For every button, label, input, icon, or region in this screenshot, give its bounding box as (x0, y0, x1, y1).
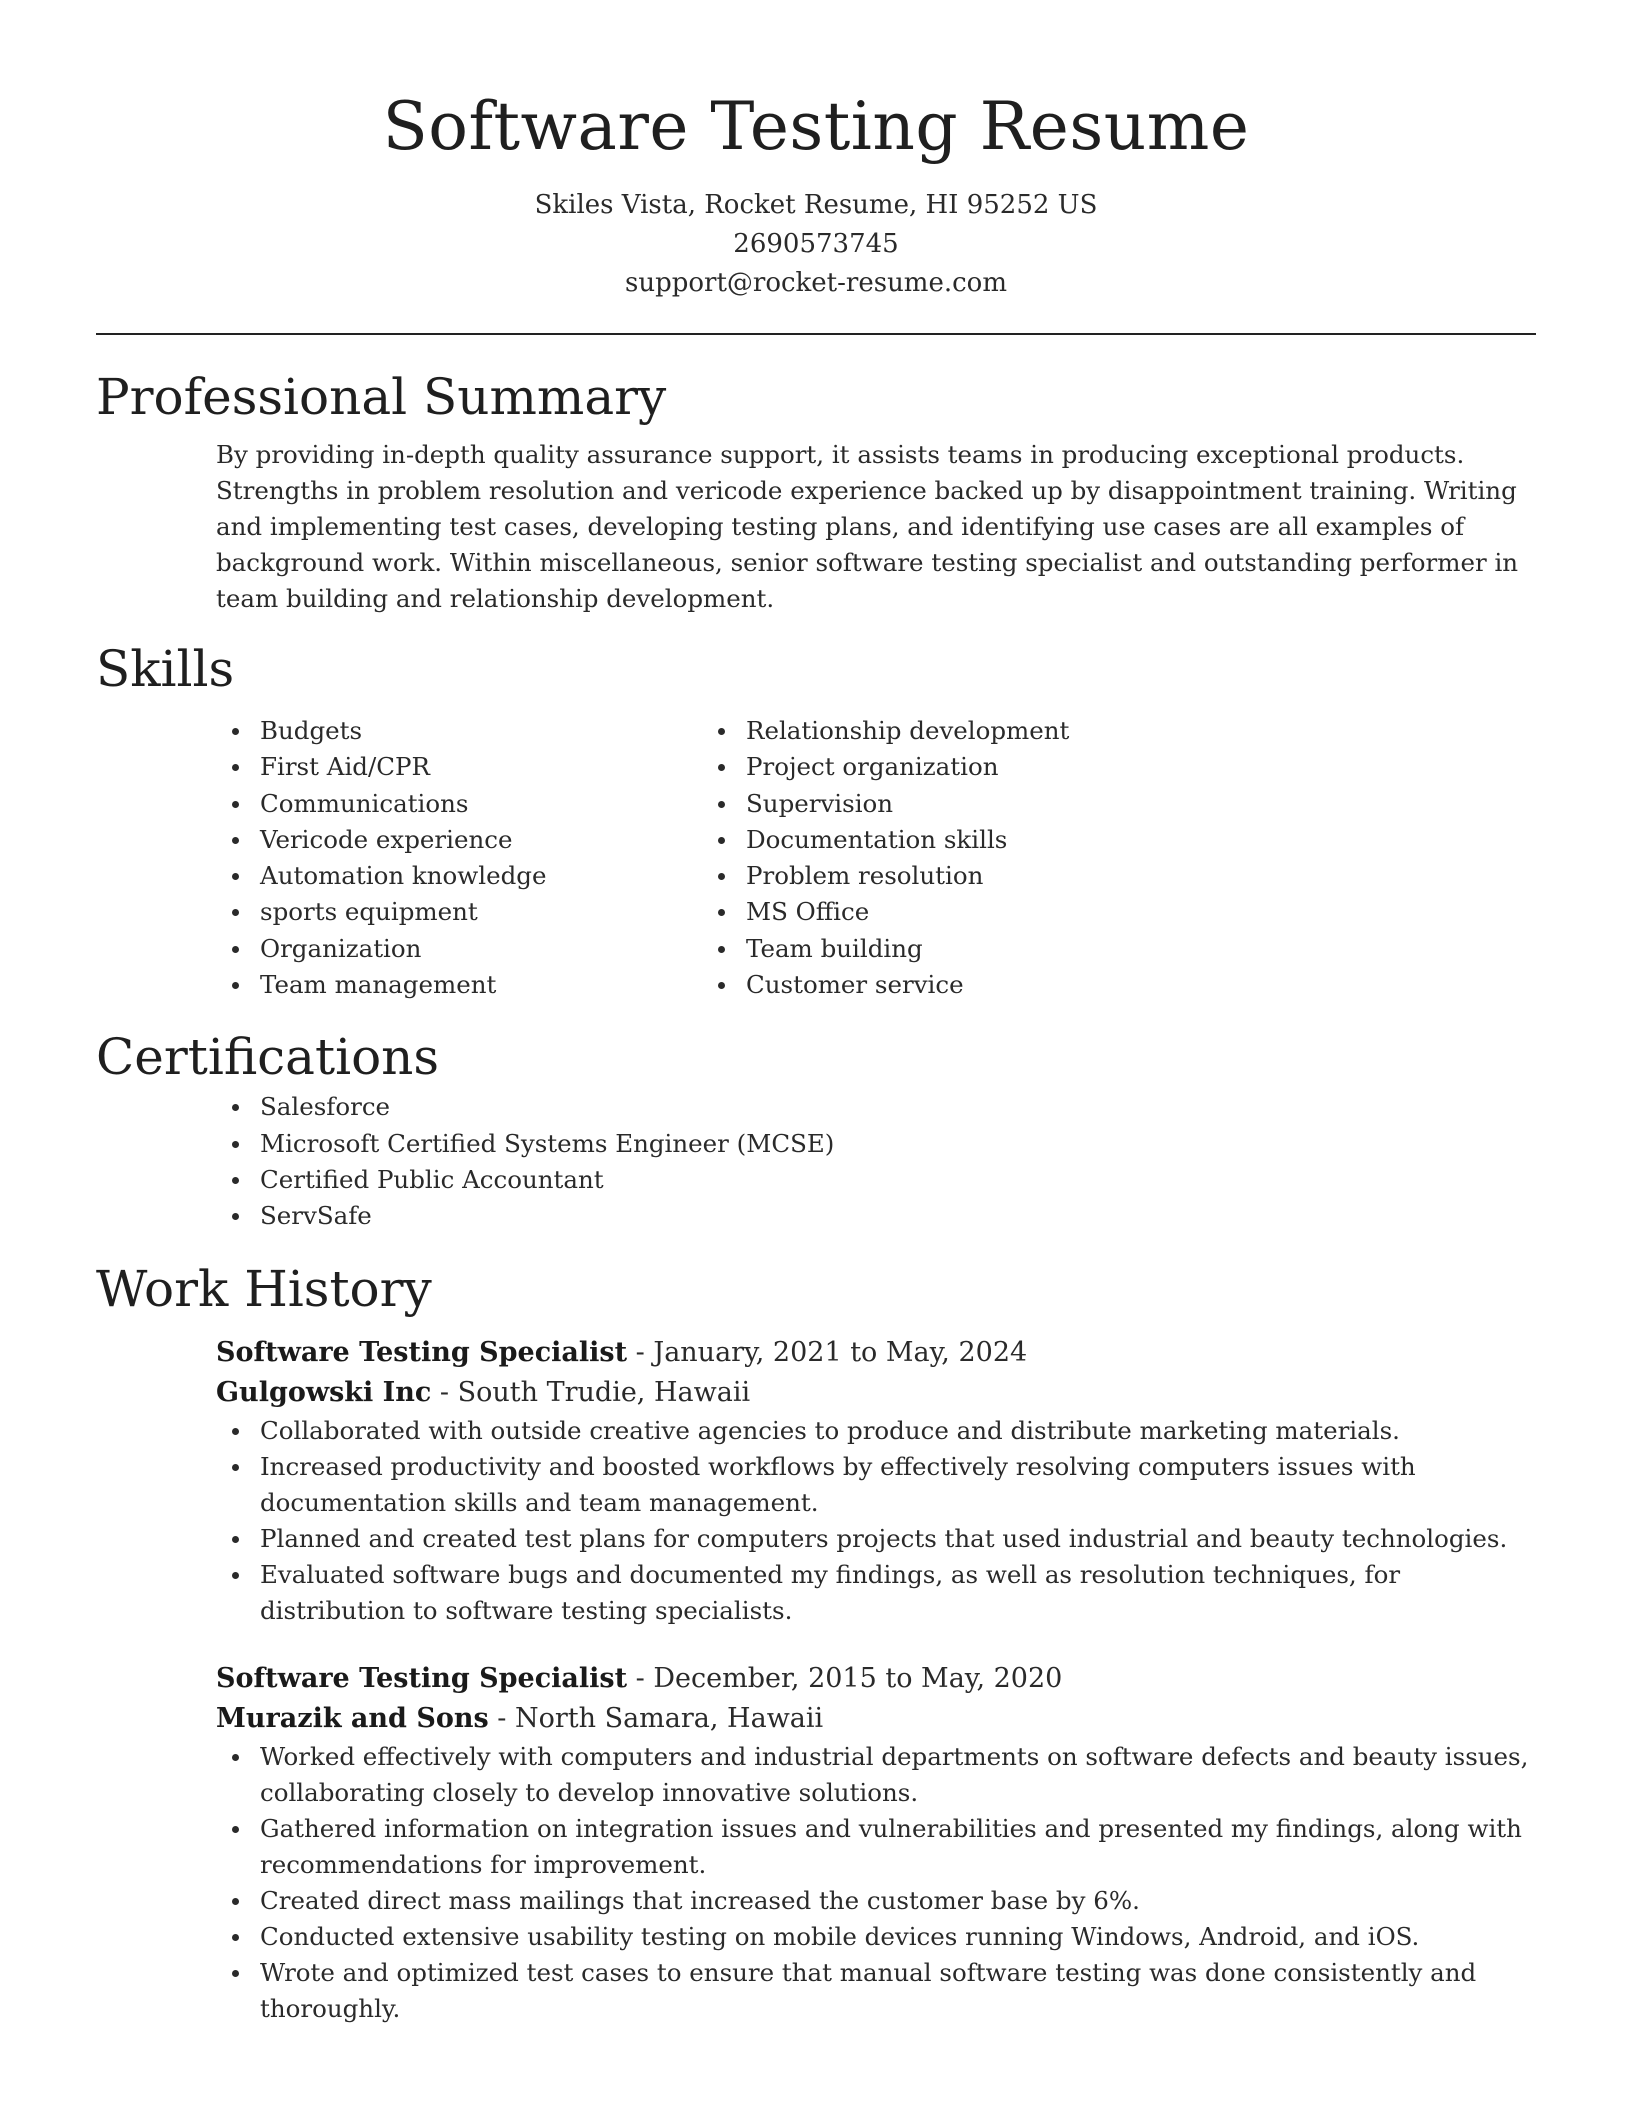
job-company: Gulgowski Inc (216, 1376, 432, 1408)
responsibility-item: Wrote and optimized test cases to ensure that manual software testing was done consistently and thoroughly. (216, 1955, 1536, 2027)
job-company: Murazik and Sons (216, 1702, 489, 1734)
skill-item: Customer service (746, 967, 1536, 1003)
skill-item: First Aid/CPR (96, 749, 746, 785)
responsibility-item: Created direct mass mailings that increased the customer base by 6%. (216, 1883, 1536, 1919)
resume-header (96, 0, 1536, 303)
certifications-list (96, 1089, 1536, 1234)
job-company-line: Murazik and Sons - North Samara, Hawaii (216, 1702, 824, 1734)
responsibility-item: Collaborated with outside creative agencies to produce and distribute marketing materials. (216, 1413, 1536, 1449)
skill-item: Supervision (746, 786, 1536, 822)
certifications-heading: Certifications (96, 1028, 440, 1087)
certification-item: Salesforce (96, 1089, 1536, 1125)
responsibility-item: Worked effectively with computers and industrial departments on software defects and beauty issues, collaborating closely to develop innovative solutions. (216, 1739, 1536, 1811)
job-responsibilities (216, 1739, 1536, 2027)
skills-list-left (96, 713, 746, 1003)
certification-item: ServSafe (96, 1198, 1536, 1234)
job-location: North Samara, Hawaii (514, 1702, 824, 1734)
skills-heading: Skills (96, 640, 235, 698)
certification-item: Microsoft Certified Systems Engineer (MCSE) (96, 1126, 1536, 1162)
resume-page (96, 0, 1536, 2027)
job-title: Software Testing Specialist (216, 1336, 628, 1368)
job-dates: December, 2015 to May, 2020 (653, 1662, 1063, 1694)
contact-email: support@rocket-resume.com (624, 268, 1007, 298)
responsibility-item: Planned and created test plans for computers projects that used industrial and beauty technologies. (216, 1521, 1536, 1557)
skill-item: Documentation skills (746, 822, 1536, 858)
skills-column-left (96, 713, 746, 1003)
job-entry (216, 1333, 1536, 1629)
contact-phone: 2690573745 (733, 229, 899, 259)
job-title: Software Testing Specialist (216, 1662, 628, 1694)
job-location: South Trudie, Hawaii (457, 1376, 751, 1408)
skills-column-right (746, 713, 1536, 1003)
job-dates: January, 2021 to May, 2024 (653, 1336, 1028, 1368)
job-entry (216, 1659, 1536, 2027)
header-divider (96, 333, 1536, 335)
skill-item: sports equipment (96, 894, 746, 930)
job-title-line: Software Testing Specialist - December, 2015 to May, 2020 (216, 1662, 1063, 1694)
skill-item: Communications (96, 786, 746, 822)
job-company-line: Gulgowski Inc - South Trudie, Hawaii (216, 1376, 751, 1408)
skills-list-right (746, 713, 1536, 1003)
responsibility-item: Increased productivity and boosted workflows by effectively resolving computers issues with documentation skills and team management. (216, 1449, 1536, 1521)
resume-title: Software Testing Resume (382, 88, 1250, 165)
contact-address: Skiles Vista, Rocket Resume, HI 95252 US (534, 190, 1098, 220)
responsibility-item: Evaluated software bugs and documented my findings, as well as resolution techniques, for distribution to software testing specialists. (216, 1557, 1536, 1629)
skill-item: Organization (96, 931, 746, 967)
skill-item: Team management (96, 967, 746, 1003)
certification-item: Certified Public Accountant (96, 1162, 1536, 1198)
skill-item: MS Office (746, 894, 1536, 930)
contact-block (96, 186, 1536, 303)
skill-item: Relationship development (746, 713, 1536, 749)
work-history-heading: Work History (96, 1259, 432, 1318)
skill-item: Project organization (746, 749, 1536, 785)
skill-item: Problem resolution (746, 858, 1536, 894)
summary-heading: Professional Summary (96, 368, 667, 426)
skill-item: Automation knowledge (96, 858, 746, 894)
skill-item: Budgets (96, 713, 746, 749)
responsibility-item: Conducted extensive usability testing on mobile devices running Windows, Android, and iOS. (216, 1919, 1536, 1955)
job-title-line: Software Testing Specialist - January, 2021 to May, 2024 (216, 1336, 1028, 1368)
summary-text: By providing in-depth quality assurance support, it assists teams in producing exceptional products. Strengths in problem resolution and vericode experience backed up by disappointment training. Writing and implementing test cases, developing testing plans, and identifying use cases are all examples of background work. Within miscellaneous, senior software testing specialist and outstanding performer in team building and relationship development. (216, 440, 1519, 613)
job-responsibilities (216, 1413, 1536, 1629)
responsibility-item: Gathered information on integration issues and vulnerabilities and presented my findings, along with recommendations for improvement. (216, 1811, 1536, 1883)
skill-item: Vericode experience (96, 822, 746, 858)
skill-item: Team building (746, 931, 1536, 967)
skills-columns (96, 713, 1536, 1003)
